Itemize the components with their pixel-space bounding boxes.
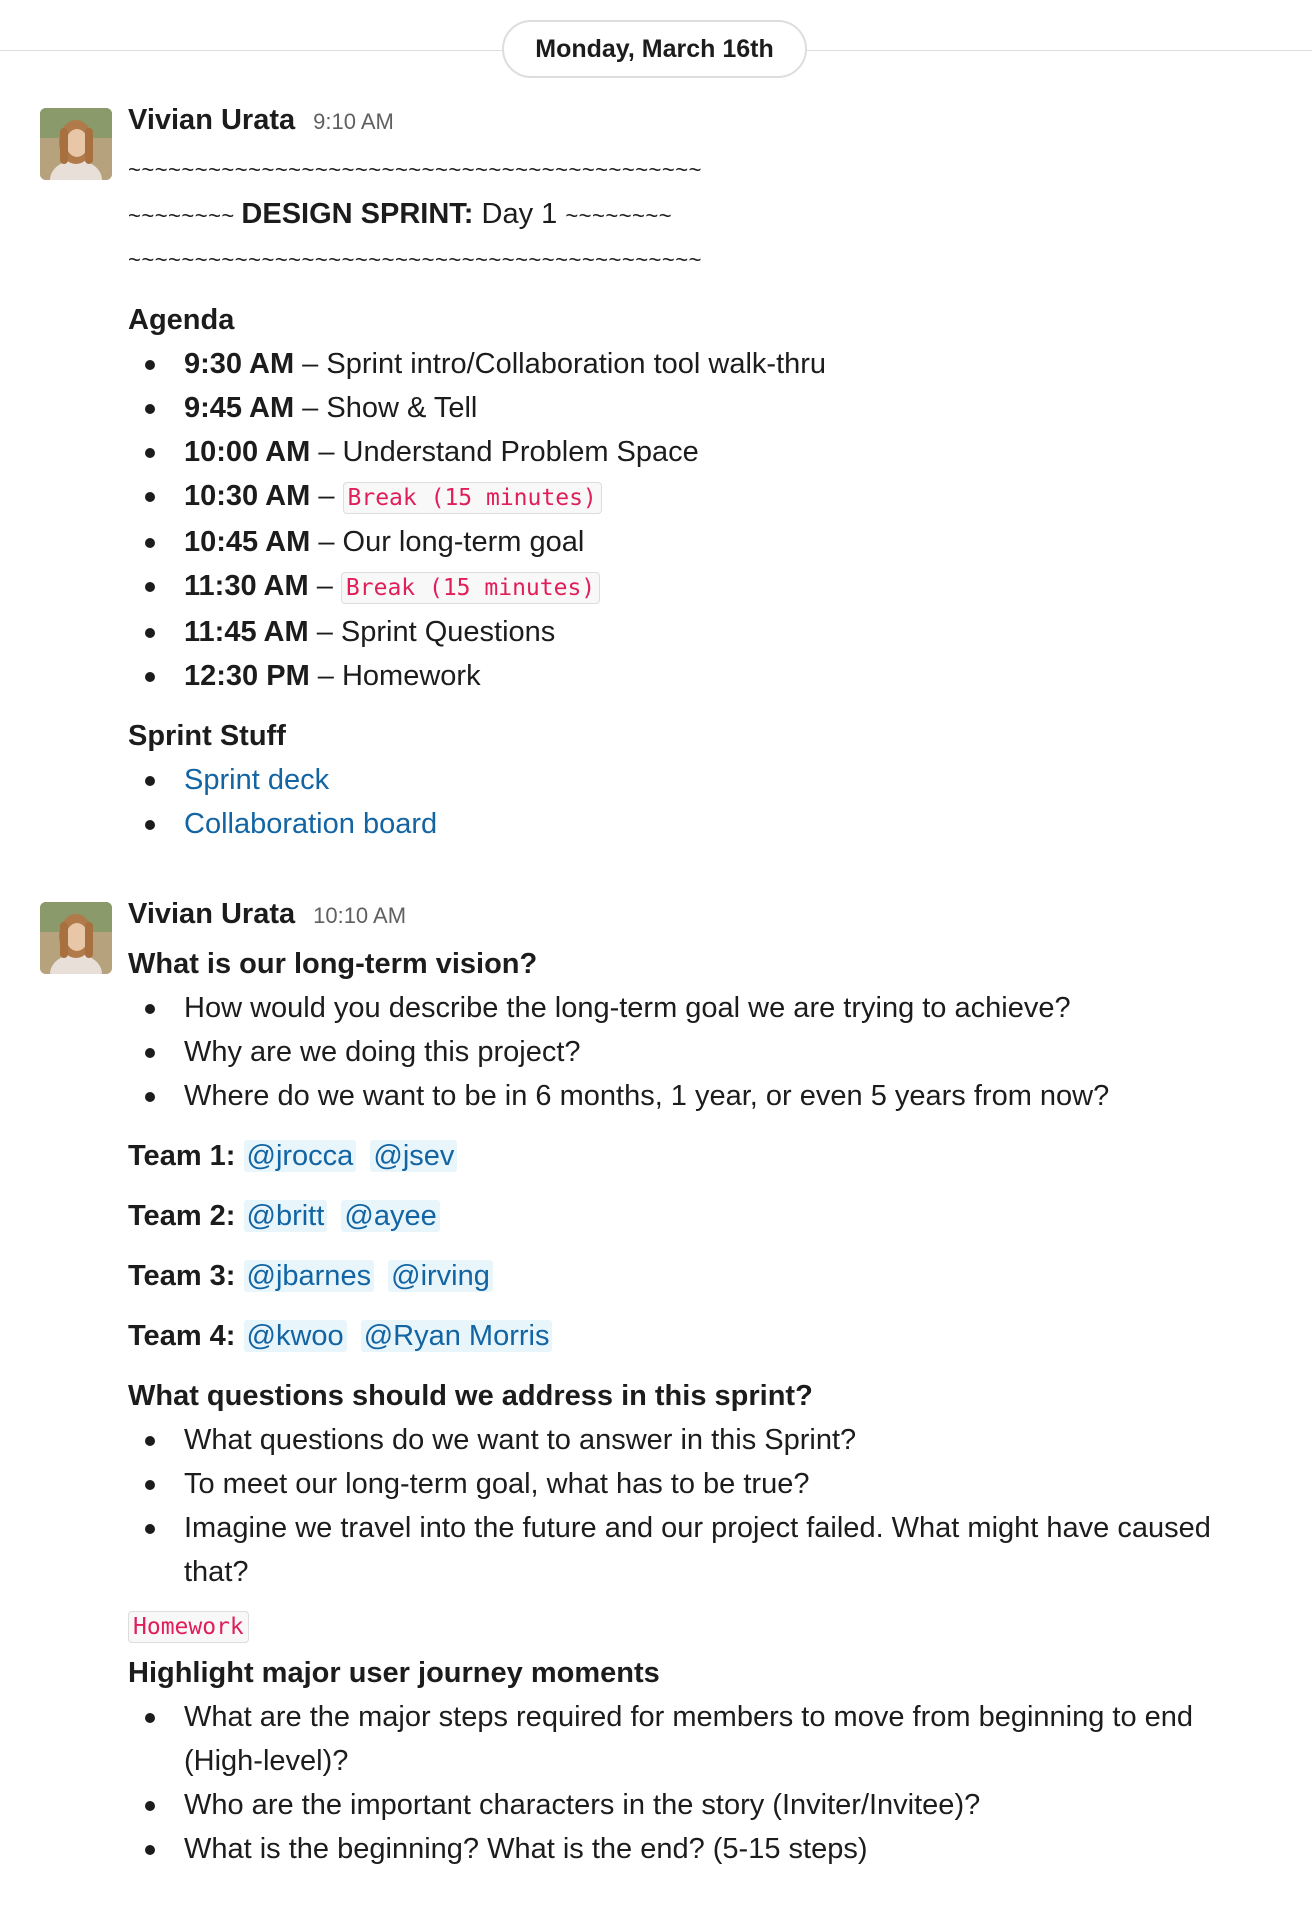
agenda-time: 9:45 AM <box>184 392 295 424</box>
tilde-line: ~~~~~~~~~~~~~~~~~~~~~~~~~~~~~~~~~~~~~~~~~~~ <box>128 157 702 182</box>
sprint-title <box>128 192 1268 238</box>
sprint-deck-link[interactable]: Sprint deck <box>184 764 330 796</box>
agenda-item <box>128 520 1268 564</box>
avatar-image <box>40 902 112 974</box>
sender-name[interactable]: Vivian Urata <box>128 898 296 930</box>
team-3 <box>128 1254 1268 1298</box>
agenda-item <box>128 342 1268 386</box>
questions-heading: What questions should we address in this sprint? <box>128 1380 813 1412</box>
agenda-time: 12:30 PM <box>184 660 310 692</box>
user-mention[interactable]: @kwoo <box>244 1320 347 1352</box>
message-header <box>128 104 1268 148</box>
team-label: Team 1: <box>128 1140 236 1172</box>
message-body <box>128 104 1268 846</box>
agenda-time: 10:45 AM <box>184 526 311 558</box>
agenda-item <box>128 610 1268 654</box>
message-timestamp[interactable]: 10:10 AM <box>313 903 407 928</box>
agenda-text: Show & Tell <box>326 392 478 424</box>
agenda-item <box>128 430 1268 474</box>
questions-list <box>128 1418 1268 1594</box>
agenda-text: Sprint Questions <box>340 616 556 648</box>
homework-tag-wrap <box>128 1612 249 1645</box>
list-item: Who are the important characters in the story (Inviter/Invitee)? <box>128 1783 1268 1827</box>
homework-tag: Homework <box>128 1611 249 1643</box>
team-label: Team 2: <box>128 1200 236 1232</box>
agenda-text: Sprint intro/Collaboration tool walk-thru <box>326 348 827 380</box>
message-header <box>128 898 1268 942</box>
tilde-line: ~~~~~~~~~~~~~~~~~~~~~~~~~~~~~~~~~~~~~~~~~~~ <box>128 247 702 272</box>
tilde-suffix: ~~~~~~~~ <box>565 203 673 228</box>
team-2 <box>128 1194 1268 1238</box>
user-mention[interactable]: @jbarnes <box>244 1260 375 1292</box>
agenda-sep: – <box>308 570 341 602</box>
agenda-time: 9:30 AM <box>184 348 295 380</box>
user-mention[interactable]: @britt <box>244 1200 328 1232</box>
journey-list <box>128 1695 1268 1871</box>
link-item <box>128 802 1268 846</box>
agenda-item <box>128 654 1268 698</box>
avatar[interactable] <box>40 108 112 180</box>
agenda-item <box>128 474 1268 520</box>
sprint-title-bold: DESIGN SPRINT: <box>241 198 474 230</box>
agenda-sep: – <box>310 436 343 468</box>
list-item: Imagine we travel into the future and our project failed. What might have caused that? <box>128 1506 1268 1594</box>
avatar[interactable] <box>40 902 112 974</box>
agenda-sep: – <box>310 526 343 558</box>
agenda-time: 11:30 AM <box>184 570 309 602</box>
agenda-time: 10:00 AM <box>184 436 311 468</box>
user-mention[interactable]: @jsev <box>370 1140 457 1172</box>
inline-code: Break (15 minutes) <box>343 482 602 514</box>
inline-code: Break (15 minutes) <box>341 572 600 604</box>
list-item: What is the beginning? What is the end? (5-15 steps) <box>128 1827 1268 1871</box>
list-item: To meet our long-term goal, what has to be true? <box>128 1462 1268 1506</box>
message-body <box>128 898 1268 1871</box>
agenda-list <box>128 342 1268 698</box>
list-item: Why are we doing this project? <box>128 1030 1268 1074</box>
agenda-item <box>128 386 1268 430</box>
agenda-item <box>128 564 1268 610</box>
list-item: How would you describe the long-term goal we are trying to achieve? <box>128 986 1268 1030</box>
sender-name[interactable]: Vivian Urata <box>128 104 296 136</box>
vision-heading: What is our long-term vision? <box>128 948 538 980</box>
avatar-image <box>40 108 112 180</box>
agenda-sep: – <box>309 660 342 692</box>
sprint-stuff-heading: Sprint Stuff <box>128 720 286 752</box>
team-label: Team 3: <box>128 1260 236 1292</box>
user-mention[interactable]: @jrocca <box>244 1140 357 1172</box>
message-timestamp[interactable]: 9:10 AM <box>313 109 394 134</box>
date-pill[interactable]: Monday, March 16th <box>502 20 807 78</box>
list-item: What are the major steps required for members to move from beginning to end (High-level)? <box>128 1695 1268 1783</box>
agenda-time: 10:30 AM <box>184 480 311 512</box>
link-item <box>128 758 1268 802</box>
agenda-time: 11:45 AM <box>184 616 309 648</box>
collaboration-board-link[interactable]: Collaboration board <box>184 808 438 840</box>
agenda-sep: – <box>310 480 343 512</box>
journey-heading: Highlight major user journey moments <box>128 1657 660 1689</box>
vision-list <box>128 986 1268 1118</box>
team-label: Team 4: <box>128 1320 236 1352</box>
sprint-title-rest: Day 1 <box>473 198 566 230</box>
agenda-text: Our long-term goal <box>342 526 585 558</box>
agenda-sep: – <box>294 348 327 380</box>
agenda-heading: Agenda <box>128 304 235 336</box>
team-4 <box>128 1314 1268 1358</box>
user-mention[interactable]: @Ryan Morris <box>361 1320 553 1352</box>
tilde-prefix: ~~~~~~~~ <box>128 203 242 228</box>
list-item: What questions do we want to answer in this Sprint? <box>128 1418 1268 1462</box>
agenda-text: Homework <box>341 660 481 692</box>
agenda-sep: – <box>308 616 341 648</box>
agenda-text: Understand Problem Space <box>342 436 699 468</box>
agenda-sep: – <box>294 392 327 424</box>
team-1 <box>128 1134 1268 1178</box>
user-mention[interactable]: @ayee <box>341 1200 439 1232</box>
links-list <box>128 758 1268 846</box>
list-item: Where do we want to be in 6 months, 1 year, or even 5 years from now? <box>128 1074 1268 1118</box>
user-mention[interactable]: @irving <box>388 1260 493 1292</box>
day-divider <box>0 20 1312 80</box>
